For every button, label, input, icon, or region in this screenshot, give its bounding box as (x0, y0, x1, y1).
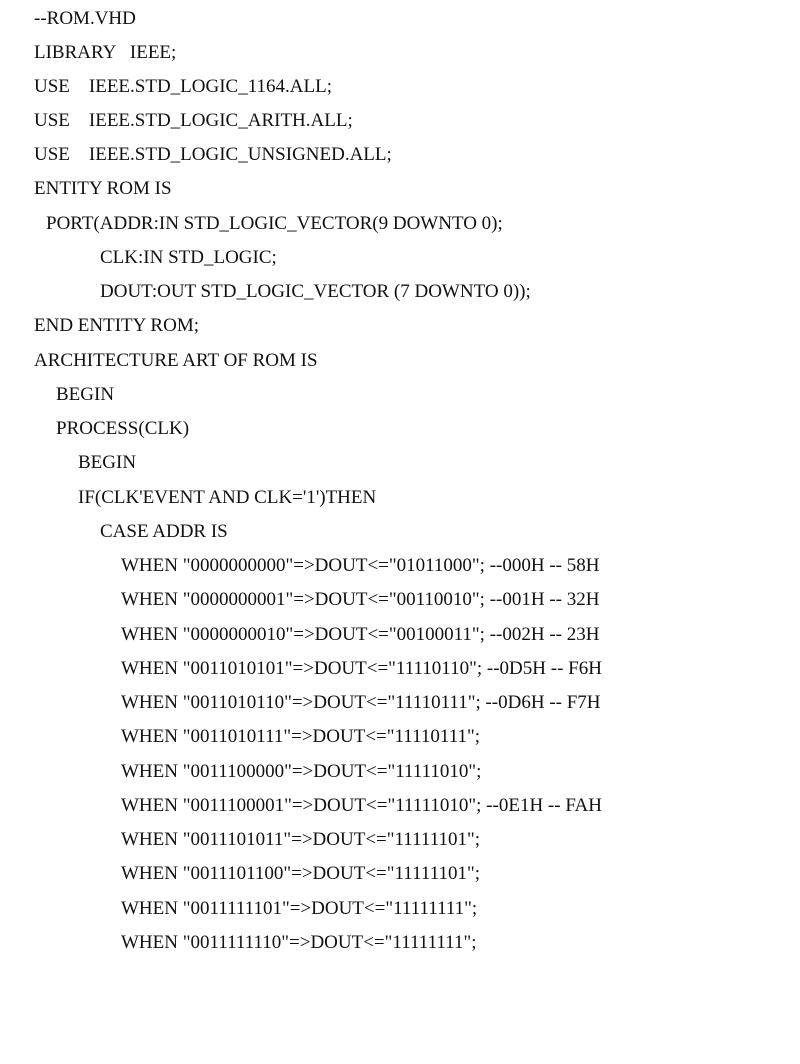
code-line-11: ARCHITECTURE ART OF ROM IS (34, 350, 318, 371)
code-line-14: BEGIN (78, 452, 137, 473)
code-line-18: WHEN "0000000001"=>DOUT<="00110010"; --001H -- 32H (121, 589, 600, 610)
code-line-3: USE IEEE.STD_LOGIC_1164.ALL; (34, 76, 332, 97)
code-line-16: CASE ADDR IS (100, 521, 228, 542)
code-line-2: LIBRARY IEEE; (34, 42, 177, 63)
code-line-8: CLK:IN STD_LOGIC; (100, 247, 277, 268)
code-line-5: USE IEEE.STD_LOGIC_UNSIGNED.ALL; (34, 144, 392, 165)
code-line-28: WHEN "0011111110"=>DOUT<="11111111"; (121, 932, 477, 953)
code-line-7: PORT(ADDR:IN STD_LOGIC_VECTOR(9 DOWNTO 0); (46, 213, 503, 234)
code-line-17: WHEN "0000000000"=>DOUT<="01011000"; --000H -- 58H (121, 555, 600, 576)
code-line-20: WHEN "0011010101"=>DOUT<="11110110"; --0D5H -- F6H (121, 658, 602, 679)
code-line-22: WHEN "0011010111"=>DOUT<="11110111"; (121, 726, 481, 747)
code-line-1: --ROM.VHD (34, 8, 136, 29)
code-line-15: IF(CLK'EVENT AND CLK='1')THEN (78, 487, 377, 508)
code-line-24: WHEN "0011100001"=>DOUT<="11111010"; --0E1H -- FAH (121, 795, 602, 816)
code-line-19: WHEN "0000000010"=>DOUT<="00100011"; --002H -- 23H (121, 624, 600, 645)
code-line-27: WHEN "0011111101"=>DOUT<="11111111"; (121, 898, 478, 919)
code-line-26: WHEN "0011101100"=>DOUT<="11111101"; (121, 863, 481, 884)
code-line-12: BEGIN (56, 384, 115, 405)
code-line-4: USE IEEE.STD_LOGIC_ARITH.ALL; (34, 110, 353, 131)
code-line-9: DOUT:OUT STD_LOGIC_VECTOR (7 DOWNTO 0)); (100, 281, 531, 302)
code-line-13: PROCESS(CLK) (56, 418, 190, 439)
code-line-23: WHEN "0011100000"=>DOUT<="11111010"; (121, 761, 482, 782)
code-line-10: END ENTITY ROM; (34, 315, 199, 336)
code-line-21: WHEN "0011010110"=>DOUT<="11110111"; --0D6H -- F7H (121, 692, 601, 713)
code-line-6: ENTITY ROM IS (34, 178, 172, 199)
code-line-25: WHEN "0011101011"=>DOUT<="11111101"; (121, 829, 481, 850)
